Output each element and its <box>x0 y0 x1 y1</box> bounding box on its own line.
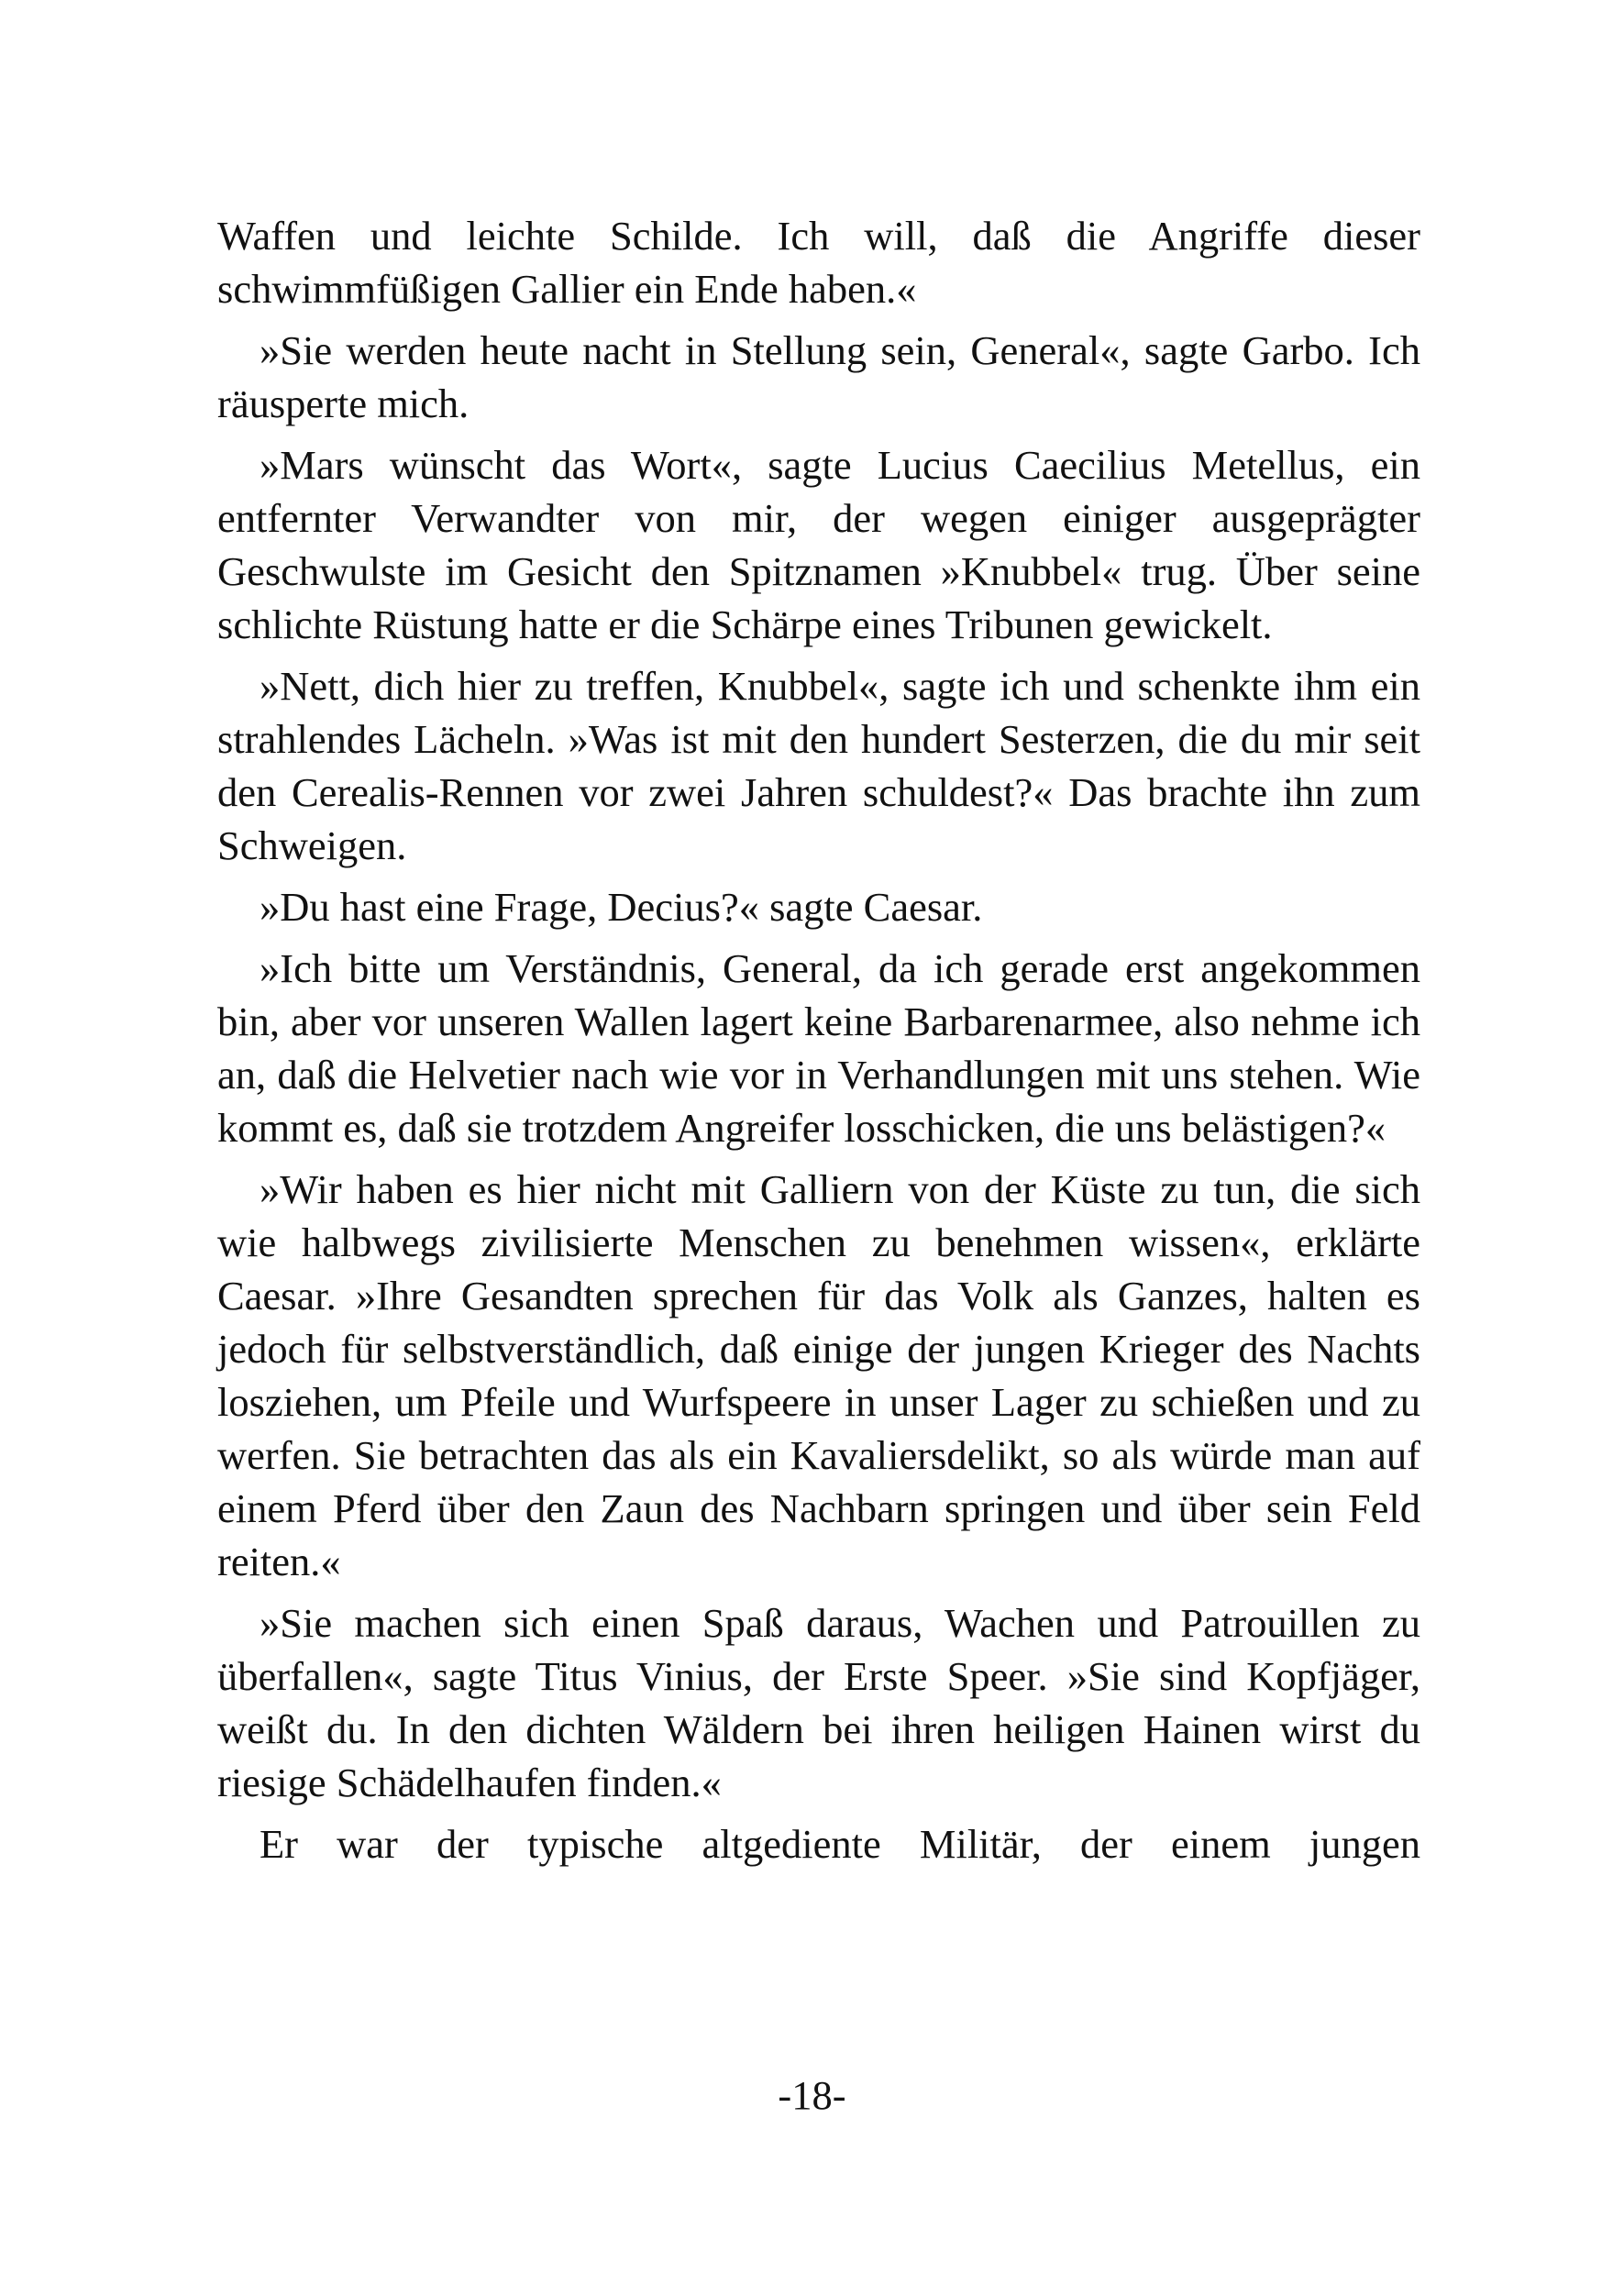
paragraph: Er war der typische altgediente Militär, der einem jungen <box>260 1821 1420 1867</box>
page-number: -18- <box>778 2072 846 2118</box>
paragraph: »Du hast eine Frage, Decius?« sagte Caesar. <box>260 884 983 930</box>
paragraph: »Sie werden heute nacht in Stellung sein, General«, sagte Garbo. Ich räusperte mich. <box>217 327 1420 426</box>
paragraph: Waffen und leichte Schilde. Ich will, daß die Angriffe dieser schwimmfüßigen Gallier ein Ende haben.« <box>217 213 1420 312</box>
body-text <box>217 209 1420 1879</box>
paragraph: »Ich bitte um Verständnis, General, da ich gerade erst angekommen bin, aber vor unseren Wallen lagert keine Barbarenarmee, also nehme ich an, daß die Helvetier nach wie vor in Verhandlungen mit uns stehen. Wie kommt es, daß sie trotzdem Angreifer losschicken, die uns belästigen?« <box>217 945 1420 1151</box>
paragraph: »Wir haben es hier nicht mit Galliern von der Küste zu tun, die sich wie halbwegs zivilisierte Menschen zu benehmen wissen«, erklärte Caesar. »Ihre Gesandten sprechen für das Volk als Ganzes, halten es jedoch für selbstverständlich, daß einige der jungen Krieger des Nachts losziehen, um Pfeile und Wurfspeere in unser Lager zu schießen und zu werfen. Sie betrachten das als ein Kavaliersdelikt, so als würde man auf einem Pferd über den Zaun des Nachbarn springen und über sein Feld reiten.« <box>217 1166 1420 1584</box>
paragraph: »Sie machen sich einen Spaß daraus, Wachen und Patrouillen zu überfallen«, sagte Titus Vinius, der Erste Speer. »Sie sind Kopfjäger, weißt du. In den dichten Wäldern bei ihren heiligen Hainen wirst du riesige Schädelhaufen finden.« <box>217 1600 1420 1805</box>
paragraph: »Mars wünscht das Wort«, sagte Lucius Caecilius Metellus, ein entfernter Verwandter von mir, der wegen einiger ausgeprägter Geschwulste im Gesicht den Spitznamen »Knubbel« trug. Über seine schlichte Rüstung hatte er die Schärpe eines Tribunen gewickelt. <box>217 442 1420 647</box>
paragraph: »Nett, dich hier zu treffen, Knubbel«, sagte ich und schenkte ihm ein strahlendes Lächeln. »Was ist mit den hundert Sesterzen, die du mir seit den Cerealis-Rennen vor zwei Jahren schuldest?« Das brachte ihn zum Schweigen. <box>217 663 1420 868</box>
